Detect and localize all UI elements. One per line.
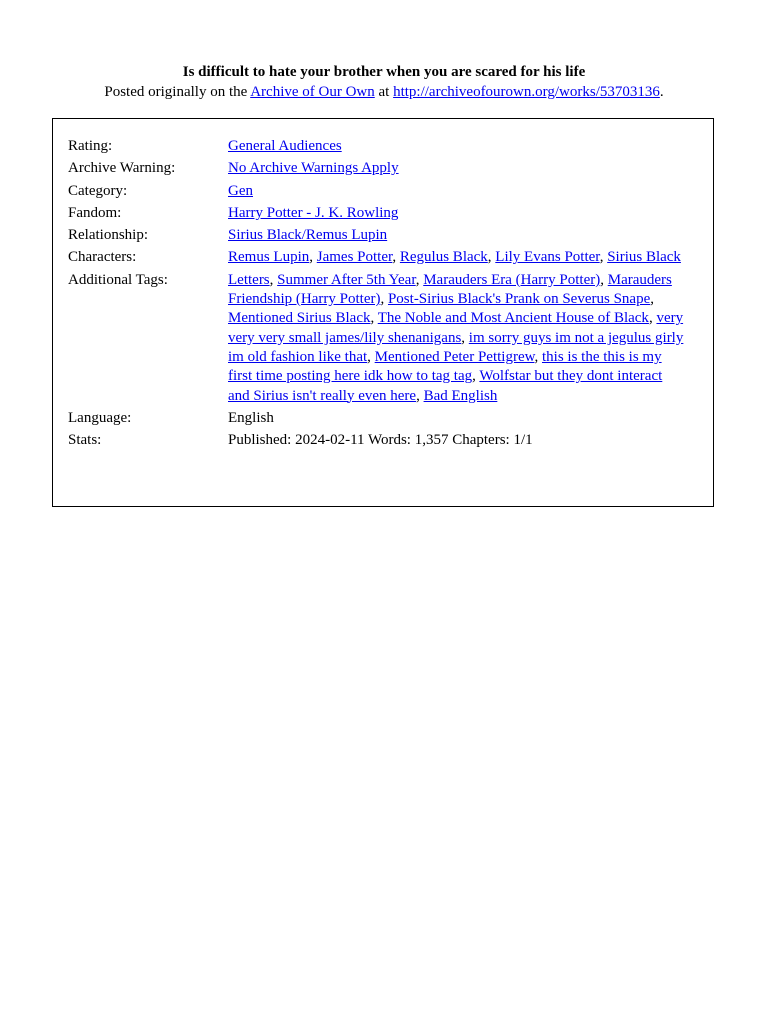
characters-row bbox=[68, 248, 698, 267]
posted-middle: at bbox=[374, 84, 394, 100]
tag-link[interactable]: Sirius Black/Remus Lupin bbox=[228, 227, 388, 244]
posted-suffix: . bbox=[659, 84, 664, 100]
tag-link[interactable]: Bad English bbox=[423, 387, 498, 404]
category-row bbox=[68, 182, 698, 201]
tag-link[interactable]: Wolfstar but they dont interact and Sirius isn't really even here bbox=[228, 368, 663, 404]
tag-link[interactable]: Regulus Black bbox=[399, 249, 488, 266]
characters-label: Characters: bbox=[68, 249, 137, 266]
work-metadata-box bbox=[52, 118, 714, 507]
tag-link[interactable]: The Noble and Most Ancient House of Black bbox=[377, 310, 649, 327]
archive-link[interactable]: Archive of Our Own bbox=[250, 84, 375, 100]
stats-label: Stats: bbox=[68, 432, 102, 449]
tag-link[interactable]: Post-Sirius Black's Prank on Severus Snape bbox=[387, 291, 651, 308]
relationship-row bbox=[68, 226, 698, 245]
tag-link[interactable]: Remus Lupin bbox=[228, 249, 310, 266]
rating-label: Rating: bbox=[68, 138, 113, 154]
characters-value: Remus Lupin, James Potter, Regulus Black, Lily Evans Potter, Sirius Black bbox=[228, 249, 681, 266]
tag-link[interactable]: Summer After 5th Year bbox=[277, 271, 416, 288]
fandom-value bbox=[228, 204, 698, 223]
tags-label: Additional Tags: bbox=[68, 271, 168, 288]
tags-value: Letters, Summer After 5th Year, Marauders Era (Harry Potter), Marauders Friendship (Harry Potter), Post-Sirius Black's Prank on Severus Snape, Mentioned Sirius Black, The Noble and Most Ancient House of Black, very very very small james/lily shenanigans, im sorry guys im not a jegulus girly im old fashion like that, Mentioned Peter Pettigrew, this is the this is my first time posting here idk how to tag tag, Wolfstar but they dont interact and Sirius isn't really even here, Bad English bbox=[228, 271, 684, 404]
rating-value bbox=[228, 137, 698, 156]
tag-link[interactable]: Marauders Friendship (Harry Potter) bbox=[228, 271, 672, 308]
tag-link[interactable]: Sirius Black bbox=[607, 249, 681, 266]
warning-value bbox=[228, 159, 698, 178]
category-value bbox=[228, 182, 698, 201]
tag-link[interactable]: No Archive Warnings Apply bbox=[228, 160, 399, 177]
rating-row bbox=[68, 137, 698, 156]
tag-link[interactable]: im sorry guys im not a jegulus girly im old fashion like that bbox=[228, 329, 684, 365]
tag-link[interactable]: Lily Evans Potter bbox=[495, 249, 600, 266]
tag-link[interactable]: Marauders Era (Harry Potter) bbox=[423, 271, 601, 288]
tag-link[interactable]: very very very small james/lily shenanigans bbox=[228, 310, 684, 346]
tag-link[interactable]: Gen bbox=[228, 182, 253, 199]
fandom-label: Fandom: bbox=[68, 204, 122, 221]
relationship-value bbox=[228, 226, 698, 245]
tag-link[interactable]: Mentioned Sirius Black bbox=[228, 310, 371, 327]
language-label: Language: bbox=[68, 409, 132, 426]
warning-label: Archive Warning: bbox=[68, 160, 176, 177]
stats-value: Published: 2024-02-11 Words: 1,357 Chapters: 1/1 bbox=[228, 432, 533, 449]
posted-prefix: Posted originally on the bbox=[104, 84, 251, 100]
tag-link[interactable]: General Audiences bbox=[228, 138, 342, 154]
posted-line bbox=[0, 82, 768, 102]
work-url-link[interactable]: http://archiveofourown.org/works/53703136 bbox=[393, 84, 660, 100]
category-label: Category: bbox=[68, 182, 128, 199]
stats-row bbox=[68, 431, 698, 450]
work-title: Is difficult to hate your brother when you are scared for his life bbox=[182, 64, 586, 80]
tag-link[interactable]: Harry Potter - J. K. Rowling bbox=[228, 204, 399, 221]
relationship-label: Relationship: bbox=[68, 227, 148, 244]
work-header bbox=[0, 0, 768, 102]
tag-link[interactable]: this is the this is my first time posting here idk how to tag tag bbox=[228, 348, 662, 385]
tag-link[interactable]: Letters bbox=[228, 271, 270, 288]
tag-link[interactable]: Mentioned Peter Pettigrew bbox=[374, 348, 535, 365]
tags-row bbox=[68, 271, 698, 406]
tag-link[interactable]: James Potter bbox=[316, 249, 393, 266]
warning-row bbox=[68, 159, 698, 178]
language-row bbox=[68, 409, 698, 428]
fandom-row bbox=[68, 204, 698, 223]
language-value: English bbox=[228, 409, 274, 426]
